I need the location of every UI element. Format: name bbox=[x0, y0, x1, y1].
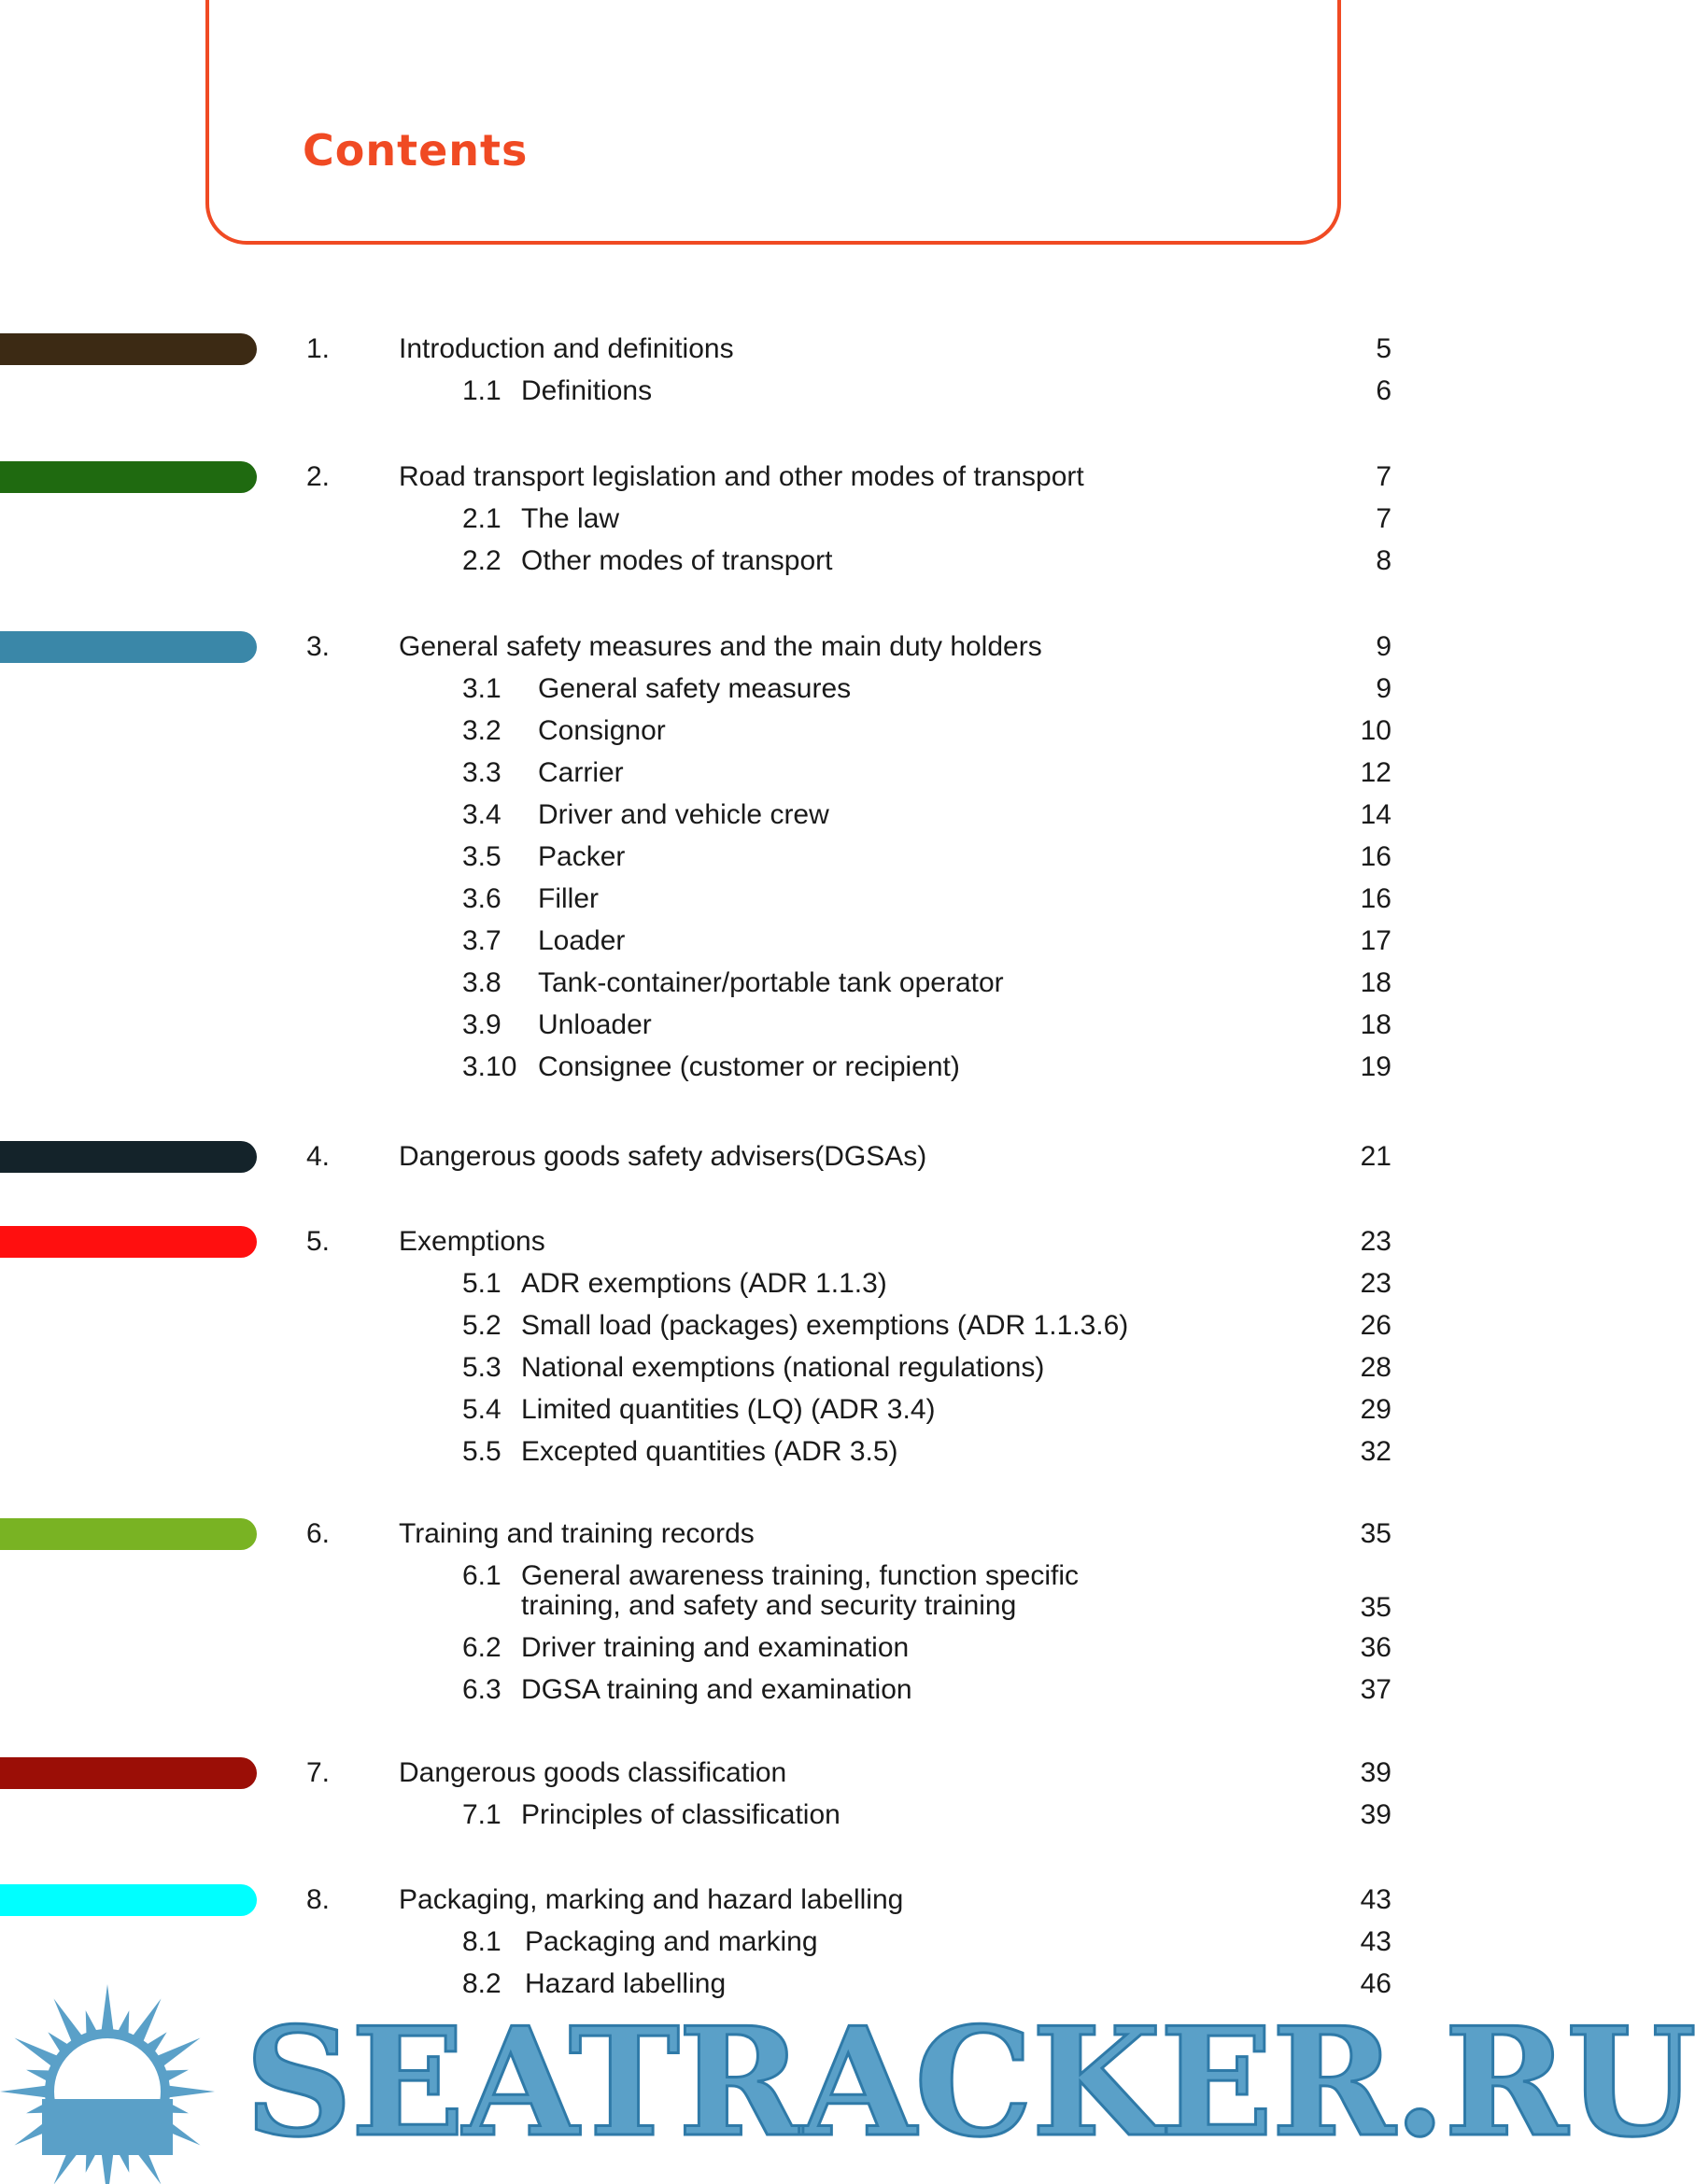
subsection-title: DGSA training and examination bbox=[521, 1674, 912, 1705]
subsection-title: Packer bbox=[538, 841, 626, 872]
toc-subsection-3-10[interactable] bbox=[0, 1051, 1545, 1083]
subsection-title: Excepted quantities (ADR 3.5) bbox=[521, 1436, 898, 1467]
subsection-title: Definitions bbox=[521, 375, 653, 406]
subsection-number: 3.9 bbox=[462, 1009, 501, 1040]
section-number: 7. bbox=[306, 1757, 331, 1788]
toc-subsection-5-2[interactable] bbox=[0, 1310, 1545, 1342]
subsection-number: 8.1 bbox=[462, 1926, 501, 1957]
subsection-title: Unloader bbox=[538, 1009, 652, 1040]
toc-subsection-5-1[interactable] bbox=[0, 1268, 1545, 1300]
section-number: 1. bbox=[306, 333, 331, 364]
subsection-title: National exemptions (national regulations) bbox=[521, 1352, 1045, 1383]
page-number: 37 bbox=[1360, 1674, 1391, 1705]
toc-subsection-3-5[interactable] bbox=[0, 841, 1545, 873]
page-number: 17 bbox=[1360, 925, 1391, 956]
subsection-title: General safety measures bbox=[538, 673, 852, 704]
subsection-title: Filler bbox=[538, 883, 599, 914]
page-number: 6 bbox=[1376, 375, 1391, 406]
toc-section-1[interactable] bbox=[0, 333, 1545, 365]
page-number: 43 bbox=[1360, 1926, 1391, 1957]
subsection-title: ADR exemptions (ADR 1.1.3) bbox=[521, 1268, 887, 1299]
subsection-number: 2.2 bbox=[462, 545, 501, 576]
toc-subsection-2-1[interactable] bbox=[0, 503, 1545, 535]
subsection-number: 3.8 bbox=[462, 967, 501, 998]
page-number: 12 bbox=[1360, 757, 1391, 788]
page-number: 43 bbox=[1360, 1884, 1391, 1915]
page-number: 35 bbox=[1360, 1592, 1391, 1623]
sun-ray bbox=[163, 2085, 215, 2098]
section-number: 4. bbox=[306, 1141, 331, 1172]
toc-subsection-3-1[interactable] bbox=[0, 673, 1545, 705]
subsection-number: 5.5 bbox=[462, 1436, 501, 1467]
subsection-number: 7.1 bbox=[462, 1799, 501, 1830]
page-number: 9 bbox=[1376, 673, 1391, 704]
page-number: 16 bbox=[1360, 883, 1391, 914]
toc-section-7[interactable] bbox=[0, 1757, 1545, 1789]
toc-section-8[interactable] bbox=[0, 1884, 1545, 1916]
subsection-number: 3.10 bbox=[462, 1051, 517, 1082]
subsection-number: 1.1 bbox=[462, 375, 501, 406]
subsection-number: 8.2 bbox=[462, 1968, 501, 1999]
toc-subsection-3-7[interactable] bbox=[0, 925, 1545, 957]
section-title: Exemptions bbox=[399, 1226, 545, 1257]
toc-subsection-7-1[interactable] bbox=[0, 1799, 1545, 1831]
page-number: 16 bbox=[1360, 841, 1391, 872]
page-number: 14 bbox=[1360, 799, 1391, 830]
page-number: 39 bbox=[1360, 1799, 1391, 1830]
page-number: 35 bbox=[1360, 1518, 1391, 1549]
toc-section-2[interactable] bbox=[0, 461, 1545, 493]
page-number: 9 bbox=[1376, 631, 1391, 662]
section-title: Road transport legislation and other modes of transport bbox=[399, 461, 1084, 492]
section-title: Packaging, marking and hazard labelling bbox=[399, 1884, 904, 1915]
section-title: General safety measures and the main duty holders bbox=[399, 631, 1042, 662]
toc-section-3[interactable] bbox=[0, 631, 1545, 663]
section-number: 3. bbox=[306, 631, 331, 662]
subsection-title: Driver training and examination bbox=[521, 1632, 910, 1663]
toc-subsection-5-3[interactable] bbox=[0, 1352, 1545, 1384]
subsection-title: Limited quantities (LQ) (ADR 3.4) bbox=[521, 1394, 936, 1425]
toc-subsection-6-1[interactable] bbox=[0, 1560, 1545, 1624]
section-number: 6. bbox=[306, 1518, 331, 1549]
subsection-number: 3.7 bbox=[462, 925, 501, 956]
page-number: 36 bbox=[1360, 1632, 1391, 1663]
page-number: 10 bbox=[1360, 715, 1391, 746]
subsection-title: Loader bbox=[538, 925, 626, 956]
subsection-title-line-1: General awareness training, function specific bbox=[521, 1560, 1079, 1591]
section-number: 5. bbox=[306, 1226, 331, 1257]
toc-subsection-5-5[interactable] bbox=[0, 1436, 1545, 1468]
toc-subsection-5-4[interactable] bbox=[0, 1394, 1545, 1426]
subsection-number: 5.3 bbox=[462, 1352, 501, 1383]
toc-section-4[interactable] bbox=[0, 1141, 1545, 1173]
subsection-title: Carrier bbox=[538, 757, 624, 788]
subsection-number: 3.3 bbox=[462, 757, 501, 788]
subsection-title: Tank-container/portable tank operator bbox=[538, 967, 1004, 998]
page-number: 8 bbox=[1376, 545, 1391, 576]
subsection-title: The law bbox=[521, 503, 620, 534]
subsection-title: Packaging and marking bbox=[525, 1926, 818, 1957]
toc-section-6[interactable] bbox=[0, 1518, 1545, 1550]
toc-subsection-8-1[interactable] bbox=[0, 1926, 1545, 1958]
subsection-number: 6.3 bbox=[462, 1674, 501, 1705]
subsection-number: 3.2 bbox=[462, 715, 501, 746]
page-number: 7 bbox=[1376, 503, 1391, 534]
toc-subsection-3-8[interactable] bbox=[0, 967, 1545, 999]
page-number: 5 bbox=[1376, 333, 1391, 364]
page-number: 18 bbox=[1360, 967, 1391, 998]
toc-subsection-6-2[interactable] bbox=[0, 1632, 1545, 1664]
subsection-number: 6.1 bbox=[462, 1560, 501, 1591]
subsection-title: Small load (packages) exemptions (ADR 1.1.3.6) bbox=[521, 1310, 1129, 1341]
subsection-title: Principles of classification bbox=[521, 1799, 840, 1830]
section-number: 2. bbox=[306, 461, 331, 492]
section-title: Dangerous goods safety advisers(DGSAs) bbox=[399, 1141, 927, 1172]
page-number: 23 bbox=[1360, 1268, 1391, 1299]
page-number: 39 bbox=[1360, 1757, 1391, 1788]
subsection-number: 5.2 bbox=[462, 1310, 501, 1341]
subsection-title: Consignor bbox=[538, 715, 666, 746]
toc-subsection-2-2[interactable] bbox=[0, 545, 1545, 577]
toc-subsection-3-9[interactable] bbox=[0, 1009, 1545, 1041]
subsection-number: 5.4 bbox=[462, 1394, 501, 1425]
subsection-title: Other modes of transport bbox=[521, 545, 833, 576]
subsection-title: Consignee (customer or recipient) bbox=[538, 1051, 960, 1082]
page-number: 26 bbox=[1360, 1310, 1391, 1341]
toc-subsection-3-6[interactable] bbox=[0, 883, 1545, 915]
toc-subsection-3-2[interactable] bbox=[0, 715, 1545, 747]
subsection-number: 5.1 bbox=[462, 1268, 501, 1299]
subsection-number: 3.4 bbox=[462, 799, 501, 830]
toc-subsection-3-4[interactable] bbox=[0, 799, 1545, 831]
page-number: 28 bbox=[1360, 1352, 1391, 1383]
page-number: 19 bbox=[1360, 1051, 1391, 1082]
subsection-title-line-2: training, and safety and security training bbox=[521, 1590, 1017, 1621]
page-number: 7 bbox=[1376, 461, 1391, 492]
sun-ray bbox=[101, 1984, 114, 2036]
page-number: 46 bbox=[1360, 1968, 1391, 1999]
page-title: Contents bbox=[303, 125, 529, 176]
sun-ray bbox=[0, 2085, 51, 2098]
section-title: Introduction and definitions bbox=[399, 333, 734, 364]
page-number: 29 bbox=[1360, 1394, 1391, 1425]
contents-header-frame bbox=[205, 0, 1341, 245]
toc-subsection-3-3[interactable] bbox=[0, 757, 1545, 789]
page-number: 32 bbox=[1360, 1436, 1391, 1467]
subsection-number: 6.2 bbox=[462, 1632, 501, 1663]
subsection-number: 2.1 bbox=[462, 503, 501, 534]
toc-subsection-1-1[interactable] bbox=[0, 375, 1545, 407]
section-title: Training and training records bbox=[399, 1518, 755, 1549]
page-number: 23 bbox=[1360, 1226, 1391, 1257]
section-title: Dangerous goods classification bbox=[399, 1757, 787, 1788]
page-number: 18 bbox=[1360, 1009, 1391, 1040]
page-number: 21 bbox=[1360, 1141, 1391, 1172]
subsection-title: Hazard labelling bbox=[525, 1968, 727, 1999]
toc-subsection-6-3[interactable] bbox=[0, 1674, 1545, 1706]
subsection-title: Driver and vehicle crew bbox=[538, 799, 829, 830]
subsection-number: 3.6 bbox=[462, 883, 501, 914]
section-number: 8. bbox=[306, 1884, 331, 1915]
toc-section-5[interactable] bbox=[0, 1226, 1545, 1258]
watermark-text: SEATRACKER.RU bbox=[245, 1994, 1695, 2170]
subsection-number: 3.5 bbox=[462, 841, 501, 872]
subsection-number: 3.1 bbox=[462, 673, 501, 704]
